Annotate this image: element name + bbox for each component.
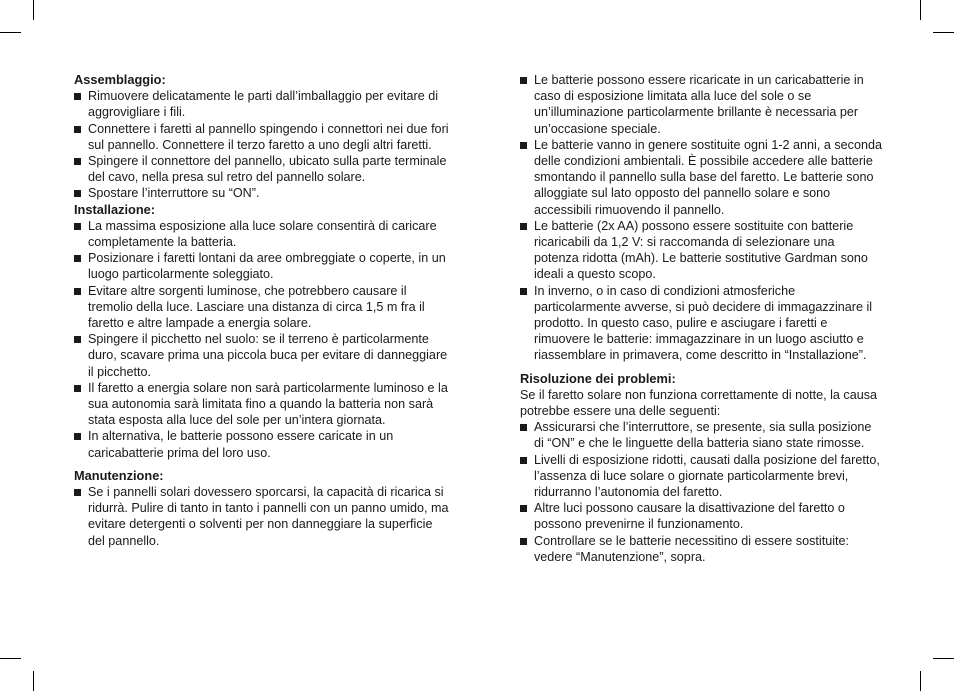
list-item: Il faretto a energia solare non sarà particolarmente luminoso e la sua autonomia sarà limitata fino a quando la batteria non sarà stata esposta alla luce del sole per un’intera giornata. <box>74 380 450 429</box>
section-heading-troubleshooting: Risoluzione dei problemi: <box>520 370 676 386</box>
troubleshooting-intro: Se il faretto solare non funziona correttamente di notte, la causa potrebbe essere una delle seguenti: <box>520 387 878 419</box>
crop-mark <box>920 671 921 691</box>
maintenance-list <box>74 484 450 549</box>
bullet-square-icon <box>74 336 81 343</box>
list-item: Le batterie (2x AA) possono essere sostituite con batterie ricaricabili da 1,2 V: si raccomanda di selezionare una potenza ridotta (mAh). Le batterie sostitutive Gardman sono ideali a questo scopo. <box>520 218 882 283</box>
bullet-square-icon <box>520 77 527 84</box>
crop-mark <box>933 32 954 33</box>
bullet-square-icon <box>520 142 527 149</box>
list-item: Assicurarsi che l’interruttore, se presente, sia sulla posizione di “ON” e che le linguette della batteria siano state rimosse. <box>520 419 882 451</box>
left-column <box>74 72 450 549</box>
crop-mark <box>33 671 34 691</box>
list-item: Spingere il connettore del pannello, ubicato sulla parte terminale del cavo, nella presa sul retro del pannello solare. <box>74 153 450 185</box>
bullet-square-icon <box>520 288 527 295</box>
list-item: Evitare altre sorgenti luminose, che potrebbero causare il tremolio della luce. Lasciare una distanza di circa 1,5 m fra il faretto e altre lampade a energia solare. <box>74 283 450 332</box>
bullet-square-icon <box>520 223 527 230</box>
section-heading-maintenance: Manutenzione: <box>74 467 164 483</box>
bullet-square-icon <box>520 505 527 512</box>
crop-mark <box>920 0 921 20</box>
list-item: Spostare l’interruttore su “ON”. <box>74 185 450 201</box>
section-heading-assembly: Assemblaggio: <box>74 72 166 87</box>
crop-mark <box>933 658 954 659</box>
crop-mark <box>0 658 21 659</box>
maintenance-list-continued <box>520 72 882 364</box>
bullet-square-icon <box>74 126 81 133</box>
list-item: Posizionare i faretti lontani da aree ombreggiate o coperte, in un luogo particolarmente soleggiato. <box>74 250 450 282</box>
list-item: Connettere i faretti al pannello spingendo i connettori nei due fori sul pannello. Connettere il terzo faretto a uno degli altri faretti. <box>74 121 450 153</box>
crop-mark <box>33 0 34 20</box>
list-item: Controllare se le batterie necessitino di essere sostituite: vedere “Manutenzione”, sopra. <box>520 533 882 565</box>
right-column <box>520 72 882 565</box>
bullet-square-icon <box>74 489 81 496</box>
list-item: Livelli di esposizione ridotti, causati dalla posizione del faretto, l’assenza di luce solare o giornate particolarmente brevi, ridurranno l’autonomia del faretto. <box>520 452 882 501</box>
list-item: Le batterie vanno in genere sostituite ogni 1-2 anni, a seconda delle condizioni ambientali. È possibile accedere alle batterie smontando il pannello sulla base del faretto. Le batterie sono alloggiate sul lato opposto del pannello solare e sono accessibili rimuovendo il pannello. <box>520 137 882 218</box>
list-item: La massima esposizione alla luce solare consentirà di caricare completamente la batteria. <box>74 218 450 250</box>
bullet-square-icon <box>74 190 81 197</box>
bullet-square-icon <box>520 538 527 545</box>
list-item: Spingere il picchetto nel suolo: se il terreno è particolarmente duro, scavare prima una piccola buca per evitare di danneggiare il picchetto. <box>74 331 450 380</box>
bullet-square-icon <box>74 255 81 262</box>
bullet-square-icon <box>520 457 527 464</box>
list-item: In alternativa, le batterie possono essere caricate in un caricabatterie prima del loro uso. <box>74 428 450 460</box>
installation-list <box>74 218 450 461</box>
troubleshooting-list <box>520 419 882 565</box>
section-heading-installation: Installazione: <box>74 201 156 217</box>
bullet-square-icon <box>74 223 81 230</box>
bullet-square-icon <box>74 433 81 440</box>
list-item: Rimuovere delicatamente le parti dall’imballaggio per evitare di aggrovigliare i fili. <box>74 88 450 120</box>
assembly-list <box>74 88 450 201</box>
list-item: In inverno, o in caso di condizioni atmosferiche particolarmente avverse, si può decidere di immagazzinare il prodotto. In questo caso, pulire e asciugare i faretti e rimuovere le batterie: immagazzinare in un luogo asciutto e riassemblare in primavera, come descritto in “Installazione”. <box>520 283 882 364</box>
list-item: Le batterie possono essere ricaricate in un caricabatterie in caso di esposizione limitata alla luce del sole o se un’illuminazione particolarmente brillante è necessaria per un’occasione speciale. <box>520 72 882 137</box>
list-item: Altre luci possono causare la disattivazione del faretto o possono prevenirne il funzionamento. <box>520 500 882 532</box>
list-item: Se i pannelli solari dovessero sporcarsi, la capacità di ricarica si ridurrà. Pulire di tanto in tanto i pannelli con un panno umido, ma evitare detergenti o solventi per non danneggiare la superficie del pannello. <box>74 484 450 549</box>
crop-mark <box>0 32 21 33</box>
bullet-square-icon <box>74 385 81 392</box>
bullet-square-icon <box>74 288 81 295</box>
bullet-square-icon <box>74 93 81 100</box>
bullet-square-icon <box>74 158 81 165</box>
bullet-square-icon <box>520 424 527 431</box>
